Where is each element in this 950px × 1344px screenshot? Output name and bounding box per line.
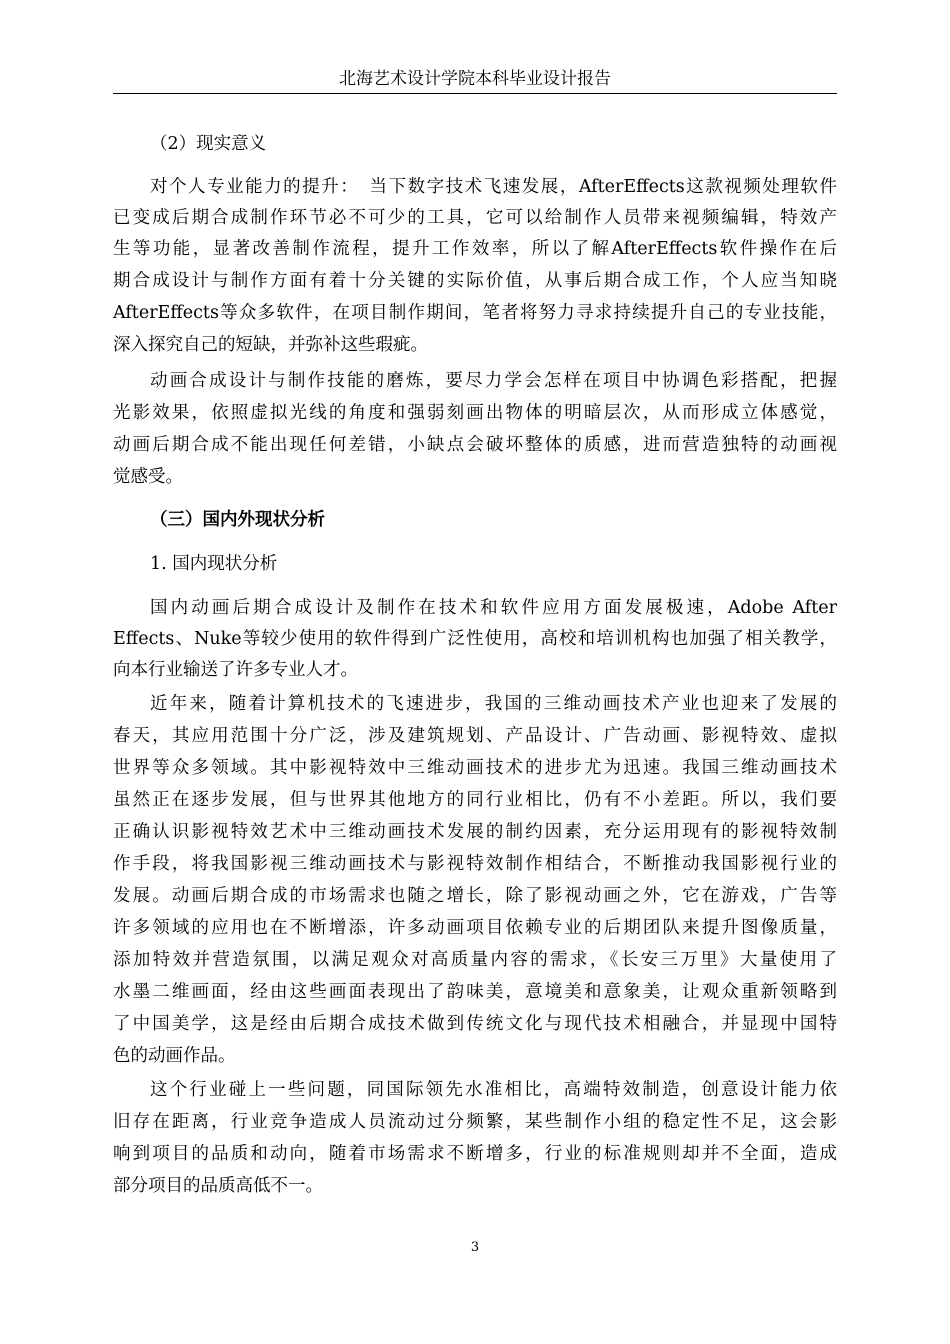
body-line: 许多领域的应用也在不断增添，许多动画项目依赖专业的后期团队来提升图像质量， xyxy=(113,918,837,938)
body-line: 向本行业输送了许多专业人才。 xyxy=(113,660,358,680)
body-line: 动画后期合成不能出现任何差错，小缺点会破坏整体的质感，进而营造独特的动画视 xyxy=(113,435,837,455)
body-line: 国内动画后期合成设计及制作在技术和软件应用方面发展极速，Adobe After xyxy=(150,598,837,618)
body-line: 觉感受。 xyxy=(113,467,183,487)
body-line: AfterEffects等众多软件，在项目制作期间，笔者将努力寻求持续提升自己的专业技能， xyxy=(113,303,837,323)
page-header: 北海艺术设计学院本科毕业设计报告 xyxy=(113,66,837,94)
body-line: 旧存在距离，行业竞争造成人员流动过分频繁，某些制作小组的稳定性不足，这会影 xyxy=(113,1112,837,1132)
subsection-heading: 1. 国内现状分析 xyxy=(150,554,278,574)
body-line: 水墨二维画面，经由这些画面表现出了韵味美，意境美和意象美，让观众重新领略到 xyxy=(113,982,837,1002)
body-line: 了中国美学，这是经由后期合成技术做到传统文化与现代技术相融合，并显现中国特 xyxy=(113,1014,837,1034)
body-line: 已变成后期合成制作环节必不可少的工具，它可以给制作人员带来视频编辑，特效产 xyxy=(113,208,837,228)
body-line: 添加特效并营造氛围，以满足观众对高质量内容的需求，《长安三万里》大量使用了 xyxy=(113,950,837,970)
body-line: 部分项目的品质高低不一。 xyxy=(113,1176,323,1196)
section-heading: （三）国内外现状分析 xyxy=(150,510,325,530)
body-line: 虽然正在逐步发展，但与世界其他地方的同行业相比，仍有不小差距。所以，我们要 xyxy=(113,790,837,810)
body-line: 生等功能，显著改善制作流程，提升工作效率，所以了解AfterEffects软件操作在后 xyxy=(113,239,837,259)
body-line: 正确认识影视特效艺术中三维动画技术发展的制约因素，充分运用现有的影视特效制 xyxy=(113,822,837,842)
body-line: 作手段，将我国影视三维动画技术与影视特效制作相结合，不断推动我国影视行业的 xyxy=(113,854,837,874)
body-line: 近年来，随着计算机技术的飞速进步，我国的三维动画技术产业也迎来了发展的 xyxy=(150,694,837,714)
subsection-heading: （2）现实意义 xyxy=(150,134,267,154)
body-line: 春天，其应用范围十分广泛，涉及建筑规划、产品设计、广告动画、影视特效、虚拟 xyxy=(113,726,837,746)
body-line: 期合成设计与制作方面有着十分关键的实际价值，从事后期合成工作，个人应当知晓 xyxy=(113,271,837,291)
body-line: 色的动画作品。 xyxy=(113,1046,236,1066)
body-line: 动画合成设计与制作技能的磨炼，要尽力学会怎样在项目中协调色彩搭配，把握 xyxy=(150,371,837,391)
body-line: 光影效果，依照虚拟光线的角度和强弱刻画出物体的明暗层次，从而形成立体感觉， xyxy=(113,403,837,423)
body-line: 响到项目的品质和动向，随着市场需求不断增多，行业的标准规则却并不全面，造成 xyxy=(113,1144,837,1164)
body-line: 世界等众多领域。其中影视特效中三维动画技术的进步尤为迅速。我国三维动画技术 xyxy=(113,758,837,778)
body-line: 对个人专业能力的提升： 当下数字技术飞速发展，AfterEffects这款视频处理软件 xyxy=(150,177,837,197)
page-number: 3 xyxy=(470,1240,480,1255)
body-line: 这个行业碰上一些问题，同国际领先水准相比，高端特效制造，创意设计能力依 xyxy=(150,1080,837,1100)
body-line: Effects、Nuke等较少使用的软件得到广泛性使用，高校和培训机构也加强了相关教学， xyxy=(113,629,837,649)
body-line: 发展。动画后期合成的市场需求也随之增长，除了影视动画之外，它在游戏，广告等 xyxy=(113,886,837,906)
body-line: 深入探究自己的短缺，并弥补这些瑕疵。 xyxy=(113,335,428,355)
